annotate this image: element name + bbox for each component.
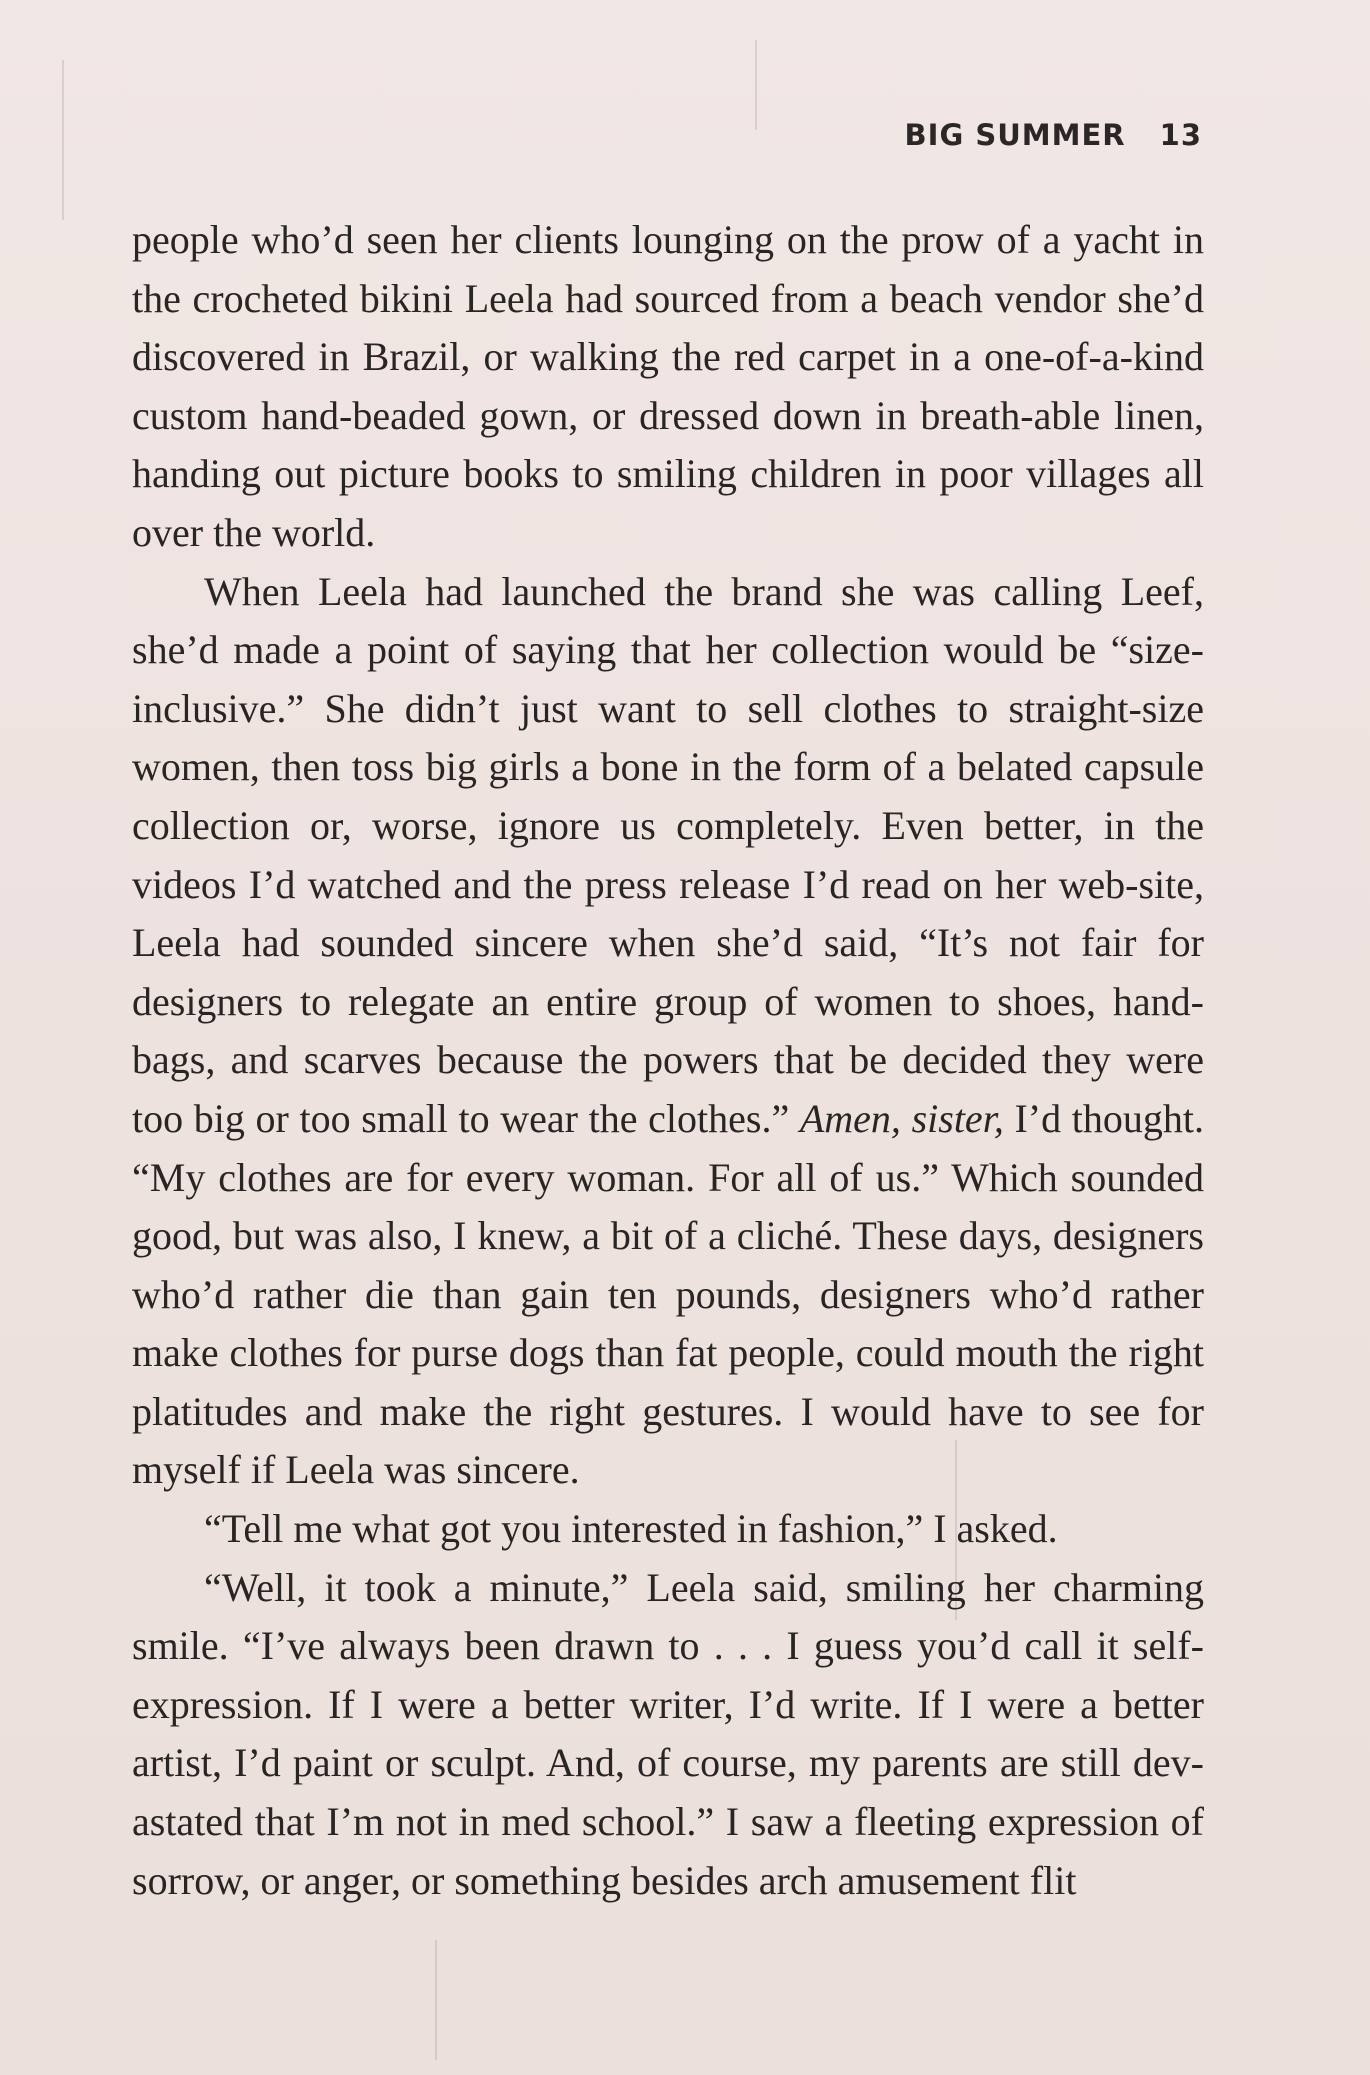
paragraph-text: When Leela had launched the brand she was calling Leef, she’d made a point of saying that her collection would be “size-inclusive.” She didn’t just want to sell clothes to straight-size women, then toss big girls a bone in the form of a belated capsule collection or, worse, ignore us completely. Even better, in the videos I’d watched and the press release I’d read on her web-site, Leela had sounded sincere when she’d said, “It’s not fair for designers to relegate an entire group of women to shoes, hand-bags, and scarves because the powers that be decided they were too big or too small to wear the clothes.” — [132, 568, 1204, 1141]
book-title: BIG SUMMER — [904, 118, 1126, 152]
page-crease — [62, 60, 64, 220]
paragraph-leela-answer: “Well, it took a minute,” Leela said, smiling her charming smile. “I’ve always been drawn to . . . I guess you’d call it self-expression. If I were a better writer, I’d write. If I were a better artist, I’d paint or sculpt. And, of course, my parents are still dev-astated that I’m not in med school.” I saw a fleeting expression of sorrow, or anger, or something besides arch amusement flit — [132, 1564, 1204, 1903]
paragraph-leef-launch — [132, 563, 1204, 1501]
paragraph-question: “Tell me what got you interested in fashion,” I asked. — [204, 1506, 1058, 1552]
page-crease — [755, 40, 757, 130]
italic-text: Amen, sister, — [799, 1095, 1004, 1141]
body-text — [132, 211, 1204, 1910]
paragraph-text: I’d thought. “My clothes are for every woman. For all of us.” Which sounded good, but was also, I knew, a bit of a cliché. These days, designers who’d rather die than gain ten pounds, designers who’d rather make clothes for purse dogs than fat people, could mouth the right platitudes and make the right gestures. I would have to see for myself if Leela was sincere. — [132, 1095, 1204, 1493]
page-number: 13 — [1159, 118, 1202, 152]
running-header — [905, 118, 1202, 152]
page-crease — [435, 1940, 437, 2060]
paragraph-continuation: people who’d seen her clients lounging on the prow of a yacht in the crocheted bikini Leela had sourced from a beach vendor she’d discovered in Brazil, or walking the red carpet in a one-of-a-kind custom hand-beaded gown, or dressed down in breath-able linen, handing out picture books to smiling children in poor villages all over the world. — [132, 217, 1204, 555]
